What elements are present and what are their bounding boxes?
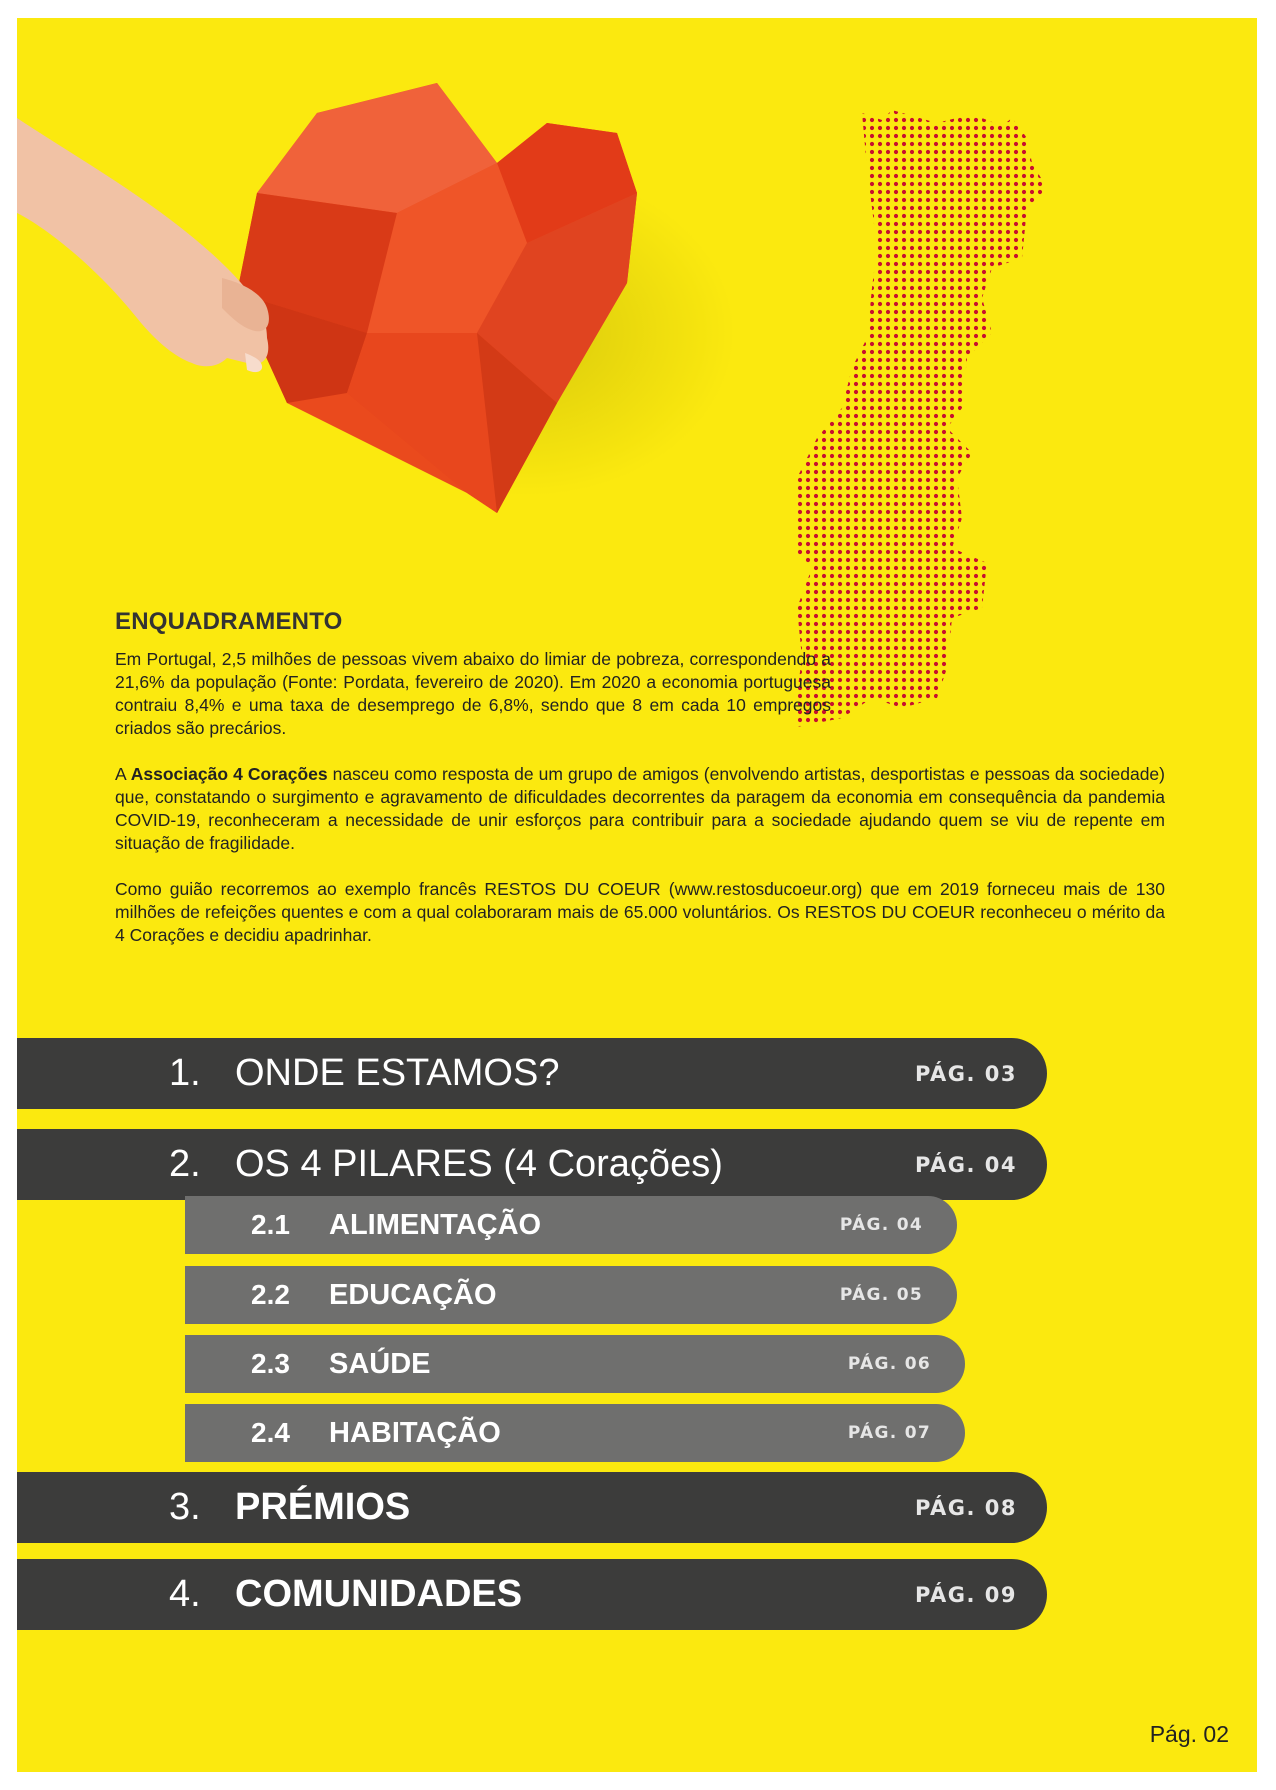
- toc-item-comunidades[interactable]: [17, 1559, 1047, 1630]
- toc-page-ref: PÁG. 06: [847, 1354, 931, 1374]
- toc-subitem-habitacao[interactable]: [185, 1404, 965, 1462]
- hand-image: [17, 118, 357, 458]
- intro-paragraph-3: Como guião recorremos ao exemplo francês RESTOS DU COEUR (www.restosducoeur.org) que em 2019 forneceu mais de 130 milhões de refeições quentes e com a qual colaboraram mais de 65.000 voluntários. Os RESTOS DU COEUR reconheceu o mérito da 4 Corações e decidiu apadrinhar.: [115, 879, 1165, 945]
- toc-subitem-alimentacao[interactable]: [185, 1196, 957, 1254]
- toc-page-ref: PÁG. 03: [915, 1061, 1017, 1086]
- toc-label: EDUCAÇÃO: [329, 1278, 497, 1311]
- toc-subitem-saude[interactable]: [185, 1335, 965, 1393]
- toc-number: 2.: [169, 1143, 201, 1185]
- toc-item-premios[interactable]: [17, 1472, 1047, 1543]
- paragraph-text: nasceu como resposta de um grupo de amigos (envolvendo artistas, desportistas e pessoas da sociedade) que, constatando o surgimento e agravamento de dificuldades decorrentes da paragem da economia em consequência da pandemia COVID-19, reconheceram a necessidade de unir esforços para contribuir para a sociedade ajudando quem se viu de repente em situação de fragilidade.: [115, 764, 1165, 853]
- toc-page-ref: PÁG. 04: [915, 1152, 1017, 1177]
- intro-section: [115, 608, 1165, 970]
- toc-number: 4.: [169, 1573, 201, 1615]
- organization-name: Associação 4 Corações: [130, 764, 328, 784]
- toc-label: ONDE ESTAMOS?: [235, 1052, 560, 1094]
- toc-number: 1.: [169, 1052, 201, 1094]
- toc-page-ref: PÁG. 09: [915, 1582, 1017, 1607]
- toc-label: PRÉMIOS: [235, 1486, 411, 1528]
- toc-number: 3.: [169, 1486, 201, 1528]
- toc-number: 2.3: [251, 1348, 290, 1379]
- toc-number: 2.1: [251, 1209, 290, 1240]
- toc-label: OS 4 PILARES (4 Corações): [235, 1143, 723, 1185]
- document-page: [17, 18, 1257, 1772]
- intro-paragraph-1: Em Portugal, 2,5 milhões de pessoas vivem abaixo do limiar de pobreza, correspondendo a 21,6% da população (Fonte: Pordata, fevereiro de 2020). Em 2020 a economia portuguesa contraiu 8,4% e uma taxa de desemprego de 6,8%, sendo que 8 em cada 10 empregos criados são precários.: [115, 649, 831, 738]
- paragraph-text: A: [115, 764, 131, 784]
- toc-label: COMUNIDADES: [235, 1573, 523, 1615]
- intro-paragraph-2: [115, 763, 1165, 855]
- toc-number: 2.4: [251, 1417, 290, 1448]
- section-heading: ENQUADRAMENTO: [115, 608, 343, 635]
- toc-label: ALIMENTAÇÃO: [329, 1208, 542, 1241]
- toc-number: 2.2: [251, 1279, 290, 1310]
- toc-label: SAÚDE: [329, 1347, 431, 1380]
- toc-page-ref: PÁG. 04: [839, 1215, 923, 1235]
- toc-page-ref: PÁG. 08: [915, 1495, 1017, 1520]
- page-number: Pág. 02: [1149, 1721, 1229, 1747]
- toc-item-onde-estamos[interactable]: [17, 1038, 1047, 1109]
- toc-item-os-4-pilares[interactable]: [17, 1129, 1047, 1200]
- toc-page-ref: PÁG. 07: [847, 1423, 931, 1443]
- toc-label: HABITAÇÃO: [329, 1416, 501, 1449]
- toc-subitem-educacao[interactable]: [185, 1266, 957, 1324]
- toc-page-ref: PÁG. 05: [839, 1285, 923, 1305]
